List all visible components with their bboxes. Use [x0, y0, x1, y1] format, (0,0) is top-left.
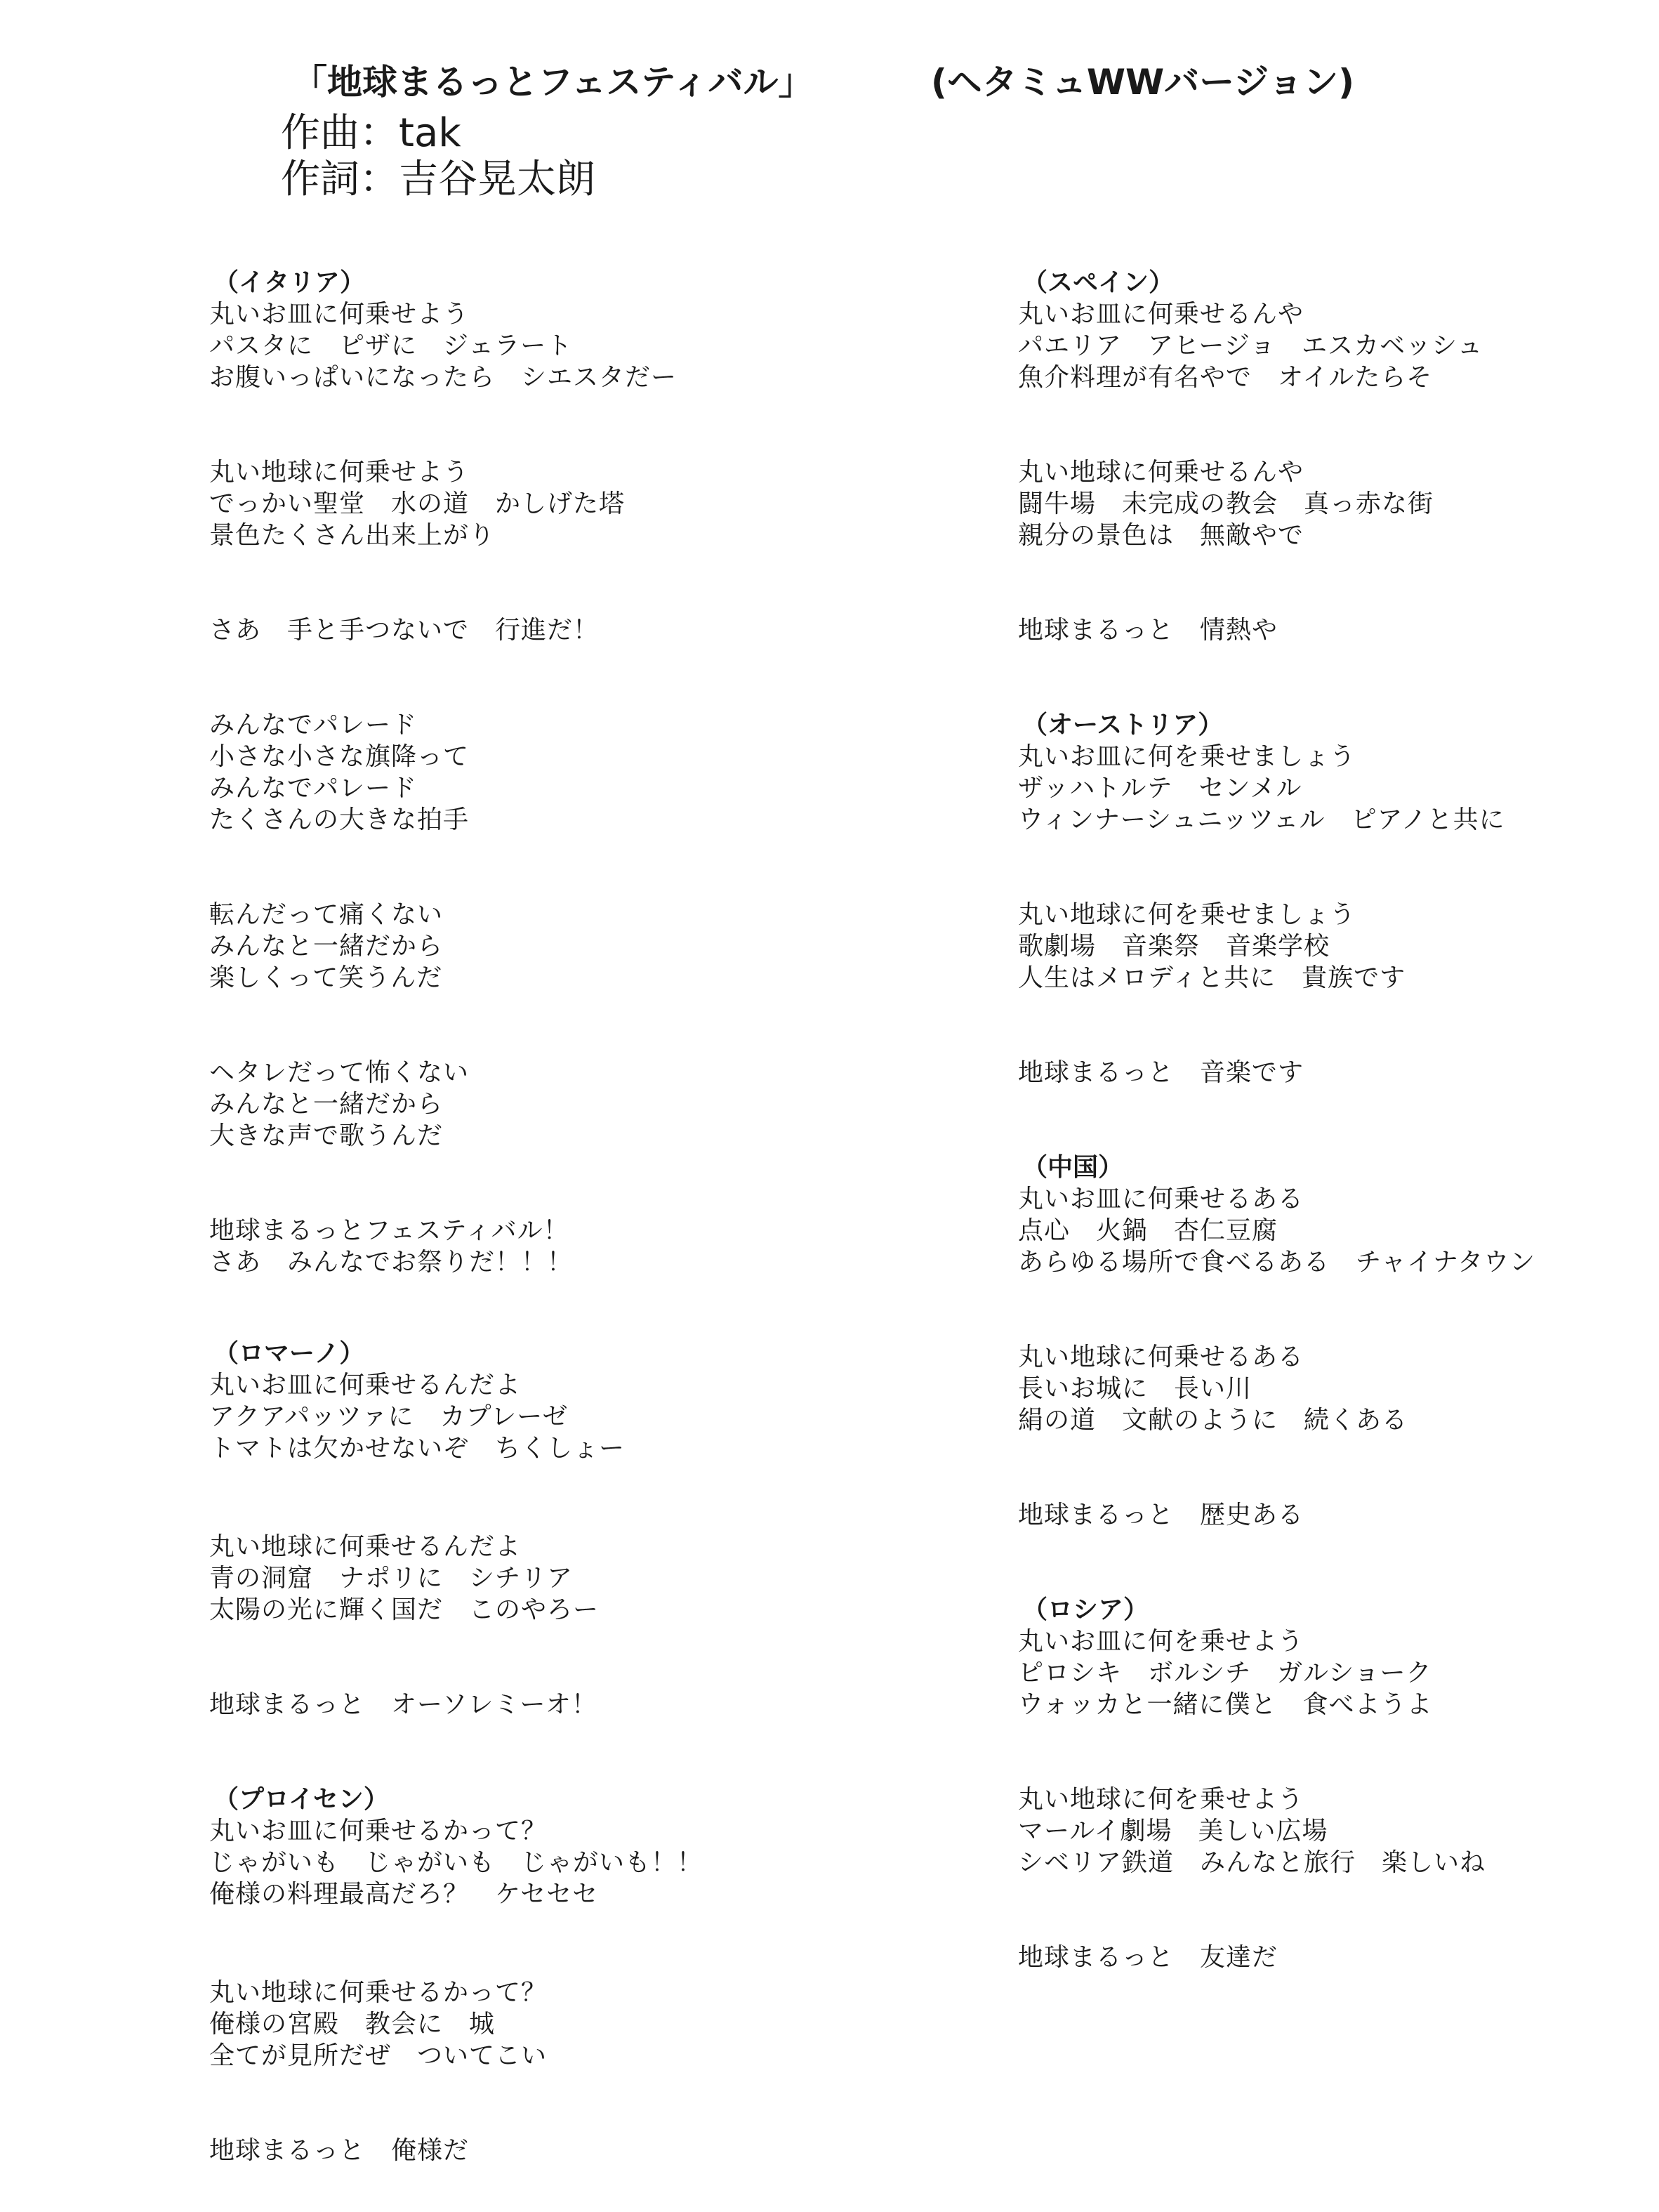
lyric-line: 丸い地球に何乗せよう — [209, 458, 470, 487]
lyric-line: 丸いお皿に何乗せるある — [1018, 1185, 1304, 1213]
lyric-stanza — [1018, 1784, 1659, 1878]
lyric-stanza — [209, 267, 946, 393]
lyric-line: あらゆる場所で食べるある チャイナタウン — [1018, 1248, 1536, 1277]
lyric-line: 太陽の光に輝く国だ このやろー — [209, 1595, 600, 1624]
lyric-line: 俺様の宮殿 教会に 城 — [209, 2010, 496, 2039]
lyric-line: 絹の道 文献のように 続くある — [1018, 1406, 1408, 1435]
lyric-line: お腹いっぱいになったら シエスタだー — [209, 363, 678, 392]
lyric-line: 丸い地球に何乗せるある — [1018, 1343, 1304, 1371]
lyric-stanza — [209, 1784, 946, 1910]
lyric-line: 転んだって痛くない — [209, 900, 444, 929]
lyric-line: アクアパッツァに カプレーゼ — [209, 1402, 569, 1431]
lyric-stanza — [209, 899, 946, 994]
document-header — [0, 0, 1659, 211]
lyric-line: パエリア アヒージョ エスカベッシュ — [1018, 331, 1483, 360]
lyric-stanza — [1018, 1341, 1659, 1436]
lyric-line: みんなと一緒だから — [209, 932, 444, 961]
lyric-stanza — [1018, 1499, 1659, 1531]
lyric-stanza — [209, 1057, 946, 1152]
lyric-line: みんなでパレード — [209, 711, 418, 739]
composer-credit: 作曲：tak — [281, 110, 461, 156]
lyric-line: 長いお城に 長い川 — [1018, 1374, 1252, 1403]
lyric-stanza — [1018, 1152, 1659, 1278]
lyric-line: パスタに ピザに ジェラート — [209, 331, 573, 360]
lyric-line: 丸い地球に何乗せるんや — [1018, 458, 1304, 487]
lyric-line: 丸い地球に何乗せるかって？ — [209, 1978, 548, 2007]
lyric-line: 点心 火鍋 杏仁豆腐 — [1018, 1216, 1278, 1245]
lyric-line: たくさんの大きな拍手 — [209, 805, 470, 834]
lyric-line: 魚介料理が有名やで オイルたらそ — [1018, 363, 1433, 392]
lyric-line: 全てが見所だぜ ついてこい — [209, 2041, 548, 2070]
lyric-stanza — [1018, 456, 1659, 551]
character-heading: （ロマーノ） — [213, 1339, 365, 1368]
lyric-line: シベリア鉄道 みんなと旅行 楽しいね — [1018, 1848, 1486, 1877]
lyric-line: 丸いお皿に何を乗せましょう — [1018, 742, 1356, 771]
lyric-line: ウィンナーシュニッツェル ピアノと共に — [1018, 805, 1505, 834]
lyric-line: トマトは欠かせないぞ ちくしょー — [209, 1434, 626, 1463]
lyric-stanza — [1018, 1942, 1659, 1973]
character-heading: （プロイセン） — [213, 1785, 389, 1814]
lyric-stanza — [209, 1977, 946, 2072]
lyric-line: 丸い地球に何を乗せましょう — [1018, 900, 1356, 929]
lyric-stanza — [209, 1531, 946, 1626]
lyric-line: マールイ劇場 美しい広場 — [1018, 1817, 1328, 1845]
lyric-stanza — [1018, 709, 1659, 836]
character-heading: （スペイン） — [1022, 268, 1175, 297]
lyric-line: 丸い地球に何乗せるんだよ — [209, 1532, 522, 1561]
lyric-line: ウォッカと一緒に僕と 食べようよ — [1018, 1690, 1433, 1719]
lyric-line: 地球まるっと 情熱や — [1018, 616, 1278, 645]
lyric-line: 丸いお皿に何乗せるんだよ — [209, 1371, 522, 1400]
lyric-line: 歌劇場 音楽祭 音楽学校 — [1018, 932, 1330, 961]
lyric-line: 闘牛場 未完成の教会 真っ赤な街 — [1018, 489, 1434, 518]
lyric-stanza — [209, 1215, 946, 1278]
lyric-line: 地球まるっと オーソレミーオ！ — [209, 1690, 597, 1719]
character-heading: （ロシア） — [1022, 1595, 1149, 1624]
lyric-line: でっかい聖堂 水の道 かしげた塔 — [209, 489, 626, 518]
lyric-line: 地球まるっと 音楽です — [1018, 1058, 1304, 1087]
lyric-stanza — [209, 2135, 946, 2166]
lyric-line: ピロシキ ボルシチ ガルショーク — [1018, 1659, 1432, 1687]
lyric-stanza — [209, 614, 946, 646]
lyric-stanza — [1018, 614, 1659, 646]
lyric-stanza — [209, 1689, 946, 1720]
lyric-line: 大きな声で歌うんだ — [209, 1121, 444, 1150]
lyric-line: さあ みんなでお祭りだ！！！ — [209, 1248, 574, 1277]
lyric-stanza — [1018, 899, 1659, 994]
lyric-line: ヘタレだって怖くない — [209, 1058, 470, 1087]
lyric-line: 地球まるっとフェスティバル！ — [209, 1216, 569, 1245]
lyric-line: 丸いお皿に何乗せるかって？ — [209, 1817, 548, 1845]
lyric-stanza — [209, 1338, 946, 1464]
lyric-stanza — [1018, 1057, 1659, 1088]
song-version: (ヘタミュWWバージョン) — [931, 62, 1355, 103]
character-heading: （イタリア） — [213, 268, 366, 297]
lyric-stanza — [209, 709, 946, 836]
lyric-line: 楽しくって笑うんだ — [209, 963, 443, 992]
character-heading: （オーストリア） — [1022, 711, 1224, 739]
lyric-line: 地球まるっと 友達だ — [1018, 1943, 1278, 1972]
lyric-line: 人生はメロディと共に 貴族です — [1018, 963, 1406, 992]
character-heading: （中国） — [1022, 1153, 1124, 1182]
lyric-line: 地球まるっと 歴史ある — [1018, 1501, 1304, 1529]
lyric-line: みんなと一緒だから — [209, 1090, 444, 1119]
lyric-line: ザッハトルテ センメル — [1018, 774, 1302, 803]
lyric-line: 景色たくさん出来上がり — [209, 521, 496, 550]
lyric-line: みんなでパレード — [209, 774, 418, 803]
lyric-line: 地球まるっと 俺様だ — [209, 2136, 470, 2165]
song-title: 「地球まるっとフェスティバル」 — [292, 62, 814, 103]
lyric-line: 丸いお皿に何乗せるんや — [1018, 300, 1304, 329]
lyric-line: 丸い地球に何を乗せよう — [1018, 1785, 1304, 1814]
lyric-line: 俺様の料理最高だろ？ ケセセセ — [209, 1880, 599, 1909]
lyric-stanza — [1018, 1594, 1659, 1720]
lyric-stanza — [209, 456, 946, 551]
lyric-line: じゃがいも じゃがいも じゃがいも！！ — [209, 1848, 703, 1877]
lyric-line: 青の洞窟 ナポリに シチリア — [209, 1564, 574, 1593]
lyric-line: 小さな小さな旗降って — [209, 742, 470, 771]
lyricist-credit: 作詞：吉谷晃太朗 — [281, 157, 595, 202]
lyric-line: 丸いお皿に何乗せよう — [209, 300, 470, 329]
lyric-stanza — [1018, 267, 1659, 393]
lyric-line: 親分の景色は 無敵やで — [1018, 521, 1304, 550]
lyric-line: 丸いお皿に何を乗せよう — [1018, 1627, 1304, 1656]
lyric-line: さあ 手と手つないで 行進だ！ — [209, 616, 600, 645]
